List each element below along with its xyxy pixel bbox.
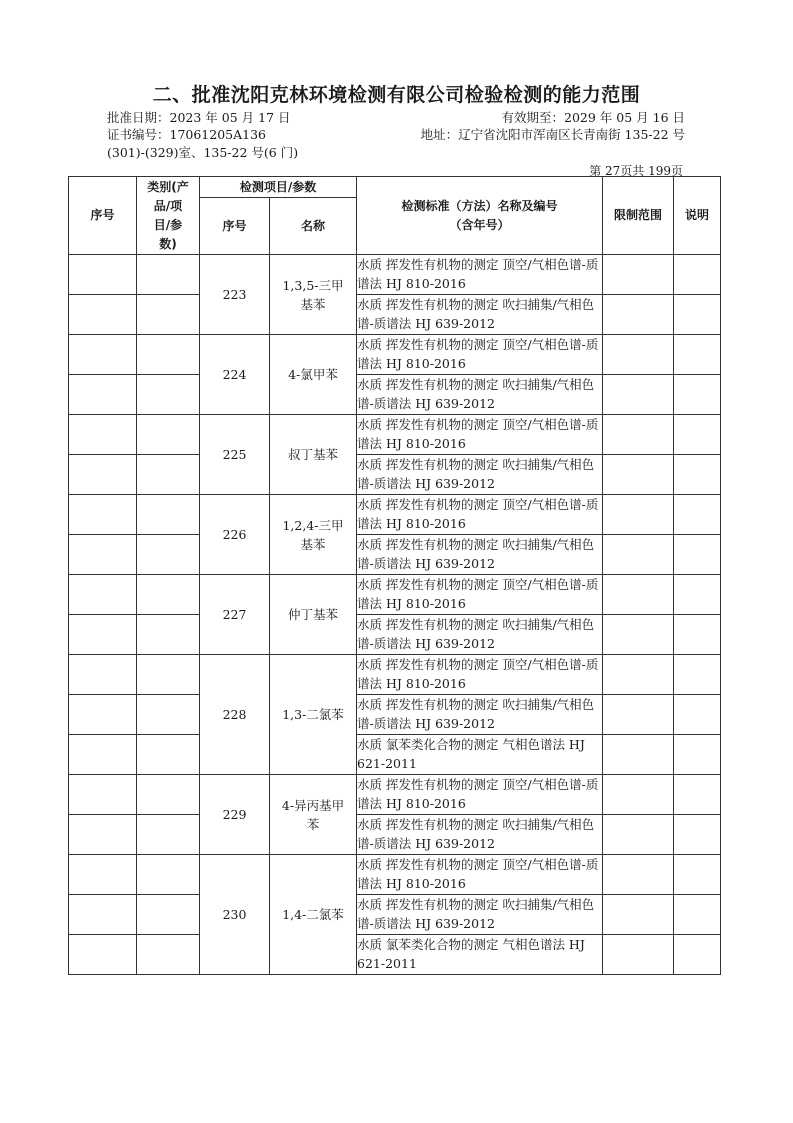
standard-cell: 水质 挥发性有机物的测定 吹扫捕集/气相色谱-质谱法 HJ 639-2012 bbox=[357, 895, 603, 935]
category-cell bbox=[137, 775, 200, 815]
note-cell bbox=[674, 335, 721, 375]
header-note: 说明 bbox=[674, 177, 721, 255]
note-cell bbox=[674, 415, 721, 455]
note-cell bbox=[674, 535, 721, 575]
table-row bbox=[69, 375, 721, 415]
seq-cell bbox=[69, 455, 137, 495]
item-seq-cell: 229 bbox=[200, 775, 270, 855]
category-cell bbox=[137, 415, 200, 455]
item-name: 4-氯甲苯 bbox=[288, 367, 338, 382]
limit-cell bbox=[603, 495, 674, 535]
category-cell bbox=[137, 615, 200, 655]
limit-cell bbox=[603, 615, 674, 655]
certificate-number: 证书编号：17061205A136 bbox=[107, 127, 267, 142]
category-cell bbox=[137, 575, 200, 615]
standard-cell: 水质 挥发性有机物的测定 顶空/气相色谱-质谱法 HJ 810-2016 bbox=[357, 255, 603, 295]
limit-cell bbox=[603, 775, 674, 815]
note-cell bbox=[674, 255, 721, 295]
limit-cell bbox=[603, 575, 674, 615]
standard-cell: 水质 挥发性有机物的测定 吹扫捕集/气相色谱-质谱法 HJ 639-2012 bbox=[357, 535, 603, 575]
item-seq-cell: 227 bbox=[200, 575, 270, 655]
note-cell bbox=[674, 295, 721, 335]
item-name-cell bbox=[270, 495, 357, 575]
limit-cell bbox=[603, 895, 674, 935]
seq-cell bbox=[69, 935, 137, 975]
item-seq-cell: 228 bbox=[200, 655, 270, 775]
limit-cell bbox=[603, 695, 674, 735]
standard-cell: 水质 挥发性有机物的测定 顶空/气相色谱-质谱法 HJ 810-2016 bbox=[357, 495, 603, 535]
seq-cell bbox=[69, 655, 137, 695]
table-row bbox=[69, 295, 721, 335]
category-cell bbox=[137, 895, 200, 935]
valid-until: 有效期至：2029 年 05 月 16 日 bbox=[501, 110, 685, 125]
item-name: 1,3,5-三甲基苯 bbox=[282, 277, 344, 312]
category-cell bbox=[137, 255, 200, 295]
standard-cell: 水质 挥发性有机物的测定 吹扫捕集/气相色谱-质谱法 HJ 639-2012 bbox=[357, 615, 603, 655]
category-cell bbox=[137, 535, 200, 575]
table-row bbox=[69, 575, 721, 615]
seq-cell bbox=[69, 335, 137, 375]
item-seq-cell: 230 bbox=[200, 855, 270, 975]
limit-cell bbox=[603, 815, 674, 855]
limit-cell bbox=[603, 335, 674, 375]
note-cell bbox=[674, 815, 721, 855]
header-category: 类别(产品/项目/参数) bbox=[137, 177, 200, 255]
standard-cell: 水质 挥发性有机物的测定 吹扫捕集/气相色谱-质谱法 HJ 639-2012 bbox=[357, 455, 603, 495]
standard-cell: 水质 挥发性有机物的测定 吹扫捕集/气相色谱-质谱法 HJ 639-2012 bbox=[357, 295, 603, 335]
header-standard: 检测标准（方法）名称及编号（含年号） bbox=[357, 177, 603, 255]
category-cell bbox=[137, 495, 200, 535]
header-item-name: 名称 bbox=[270, 198, 357, 255]
table-body bbox=[69, 255, 721, 975]
note-cell bbox=[674, 655, 721, 695]
item-seq-cell: 225 bbox=[200, 415, 270, 495]
note-cell bbox=[674, 935, 721, 975]
seq-cell bbox=[69, 895, 137, 935]
page-title: 二、批准沈阳克林环境检测有限公司检验检测的能力范围 bbox=[152, 84, 641, 106]
table-row bbox=[69, 935, 721, 975]
seq-cell bbox=[69, 295, 137, 335]
category-cell bbox=[137, 375, 200, 415]
category-cell bbox=[137, 935, 200, 975]
item-name: 4-异丙基甲苯 bbox=[281, 797, 345, 832]
item-name-cell bbox=[270, 415, 357, 495]
category-cell bbox=[137, 655, 200, 695]
category-cell bbox=[137, 335, 200, 375]
capability-table bbox=[68, 176, 721, 975]
note-cell bbox=[674, 895, 721, 935]
header-item-seq: 序号 bbox=[200, 198, 270, 255]
limit-cell bbox=[603, 935, 674, 975]
note-cell bbox=[674, 455, 721, 495]
table-row bbox=[69, 695, 721, 735]
category-cell bbox=[137, 815, 200, 855]
table-row bbox=[69, 615, 721, 655]
limit-cell bbox=[603, 855, 674, 895]
table-row bbox=[69, 655, 721, 695]
item-seq-cell: 226 bbox=[200, 495, 270, 575]
standard-cell: 水质 氯苯类化合物的测定 气相色谱法 HJ 621-2011 bbox=[357, 935, 603, 975]
header-limit: 限制范围 bbox=[603, 177, 674, 255]
seq-cell bbox=[69, 695, 137, 735]
seq-cell bbox=[69, 255, 137, 295]
item-seq-cell: 223 bbox=[200, 255, 270, 335]
seq-cell bbox=[69, 495, 137, 535]
note-cell bbox=[674, 775, 721, 815]
item-name-cell bbox=[270, 255, 357, 335]
table-row bbox=[69, 495, 721, 535]
table-row bbox=[69, 335, 721, 375]
seq-cell bbox=[69, 535, 137, 575]
seq-cell bbox=[69, 575, 137, 615]
limit-cell bbox=[603, 255, 674, 295]
table-row bbox=[69, 815, 721, 855]
category-cell bbox=[137, 455, 200, 495]
category-cell bbox=[137, 855, 200, 895]
limit-cell bbox=[603, 655, 674, 695]
header-item-group: 检测项目/参数 bbox=[200, 177, 357, 198]
item-name: 1,3-二氯苯 bbox=[282, 707, 344, 722]
table-row bbox=[69, 535, 721, 575]
item-name: 仲丁基苯 bbox=[287, 607, 338, 622]
standard-cell: 水质 挥发性有机物的测定 顶空/气相色谱-质谱法 HJ 810-2016 bbox=[357, 775, 603, 815]
limit-cell bbox=[603, 415, 674, 455]
note-cell bbox=[674, 495, 721, 535]
item-seq-cell: 224 bbox=[200, 335, 270, 415]
category-cell bbox=[137, 695, 200, 735]
note-cell bbox=[674, 735, 721, 775]
table-row bbox=[69, 255, 721, 295]
note-cell bbox=[674, 695, 721, 735]
table-row bbox=[69, 735, 721, 775]
category-cell bbox=[137, 735, 200, 775]
lab-address-continued: (301)-(329)室、135-22 号(6 门) bbox=[107, 145, 299, 160]
limit-cell bbox=[603, 295, 674, 335]
standard-cell: 水质 挥发性有机物的测定 顶空/气相色谱-质谱法 HJ 810-2016 bbox=[357, 655, 603, 695]
item-name-cell bbox=[270, 335, 357, 415]
table-row bbox=[69, 455, 721, 495]
standard-cell: 水质 挥发性有机物的测定 顶空/气相色谱-质谱法 HJ 810-2016 bbox=[357, 415, 603, 455]
seq-cell bbox=[69, 735, 137, 775]
item-name: 1,2,4-三甲基苯 bbox=[282, 517, 344, 552]
table-row bbox=[69, 895, 721, 935]
table-row bbox=[69, 775, 721, 815]
limit-cell bbox=[603, 535, 674, 575]
note-cell bbox=[674, 615, 721, 655]
limit-cell bbox=[603, 735, 674, 775]
note-cell bbox=[674, 855, 721, 895]
approval-date: 批准日期：2023 年 05 月 17 日 bbox=[107, 110, 291, 125]
item-name-cell bbox=[270, 575, 357, 655]
lab-address: 地址：辽宁省沈阳市浑南区长青南街 135-22 号 bbox=[420, 127, 685, 142]
page-number: 第 27页共 199页 bbox=[589, 164, 683, 178]
seq-cell bbox=[69, 415, 137, 455]
item-name-cell bbox=[270, 655, 357, 775]
table-row bbox=[69, 415, 721, 455]
standard-cell: 水质 挥发性有机物的测定 吹扫捕集/气相色谱-质谱法 HJ 639-2012 bbox=[357, 375, 603, 415]
seq-cell bbox=[69, 815, 137, 855]
table-row bbox=[69, 855, 721, 895]
standard-cell: 水质 挥发性有机物的测定 顶空/气相色谱-质谱法 HJ 810-2016 bbox=[357, 855, 603, 895]
item-name: 叔丁基苯 bbox=[287, 447, 338, 462]
seq-cell bbox=[69, 375, 137, 415]
seq-cell bbox=[69, 615, 137, 655]
standard-cell: 水质 氯苯类化合物的测定 气相色谱法 HJ 621-2011 bbox=[357, 735, 603, 775]
header-seq: 序号 bbox=[69, 177, 137, 255]
note-cell bbox=[674, 575, 721, 615]
standard-cell: 水质 挥发性有机物的测定 顶空/气相色谱-质谱法 HJ 810-2016 bbox=[357, 335, 603, 375]
standard-cell: 水质 挥发性有机物的测定 吹扫捕集/气相色谱-质谱法 HJ 639-2012 bbox=[357, 695, 603, 735]
category-cell bbox=[137, 295, 200, 335]
item-name-cell bbox=[270, 775, 357, 855]
note-cell bbox=[674, 375, 721, 415]
item-name-cell bbox=[270, 855, 357, 975]
limit-cell bbox=[603, 375, 674, 415]
seq-cell bbox=[69, 855, 137, 895]
item-name: 1,4-二氯苯 bbox=[282, 907, 344, 922]
seq-cell bbox=[69, 775, 137, 815]
standard-cell: 水质 挥发性有机物的测定 吹扫捕集/气相色谱-质谱法 HJ 639-2012 bbox=[357, 815, 603, 855]
standard-cell: 水质 挥发性有机物的测定 顶空/气相色谱-质谱法 HJ 810-2016 bbox=[357, 575, 603, 615]
limit-cell bbox=[603, 455, 674, 495]
